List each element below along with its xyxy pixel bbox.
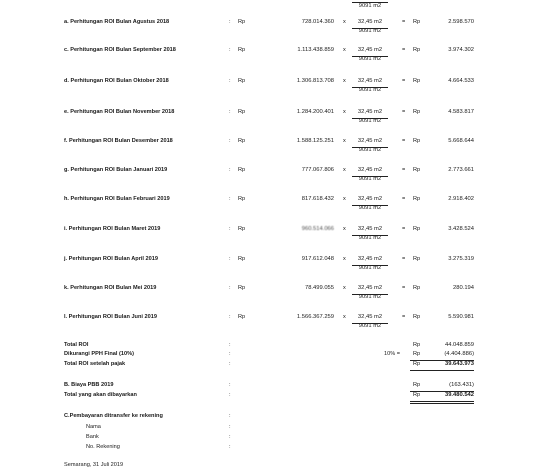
transfer-colon: : (229, 444, 231, 450)
row-label: e. Perhitungan ROI Bulan November 2018 (64, 109, 175, 115)
pbb-rp: Rp (413, 382, 421, 388)
row-amount: 1.284.200.401 (296, 109, 334, 115)
pph-percent: 10% = (384, 351, 401, 357)
row-times: x (343, 47, 346, 53)
row-area-denominator: 9091 m2 (358, 265, 382, 271)
transfer-colon: : (229, 413, 231, 419)
row-rp-result: Rp (413, 314, 421, 320)
row-times: x (343, 285, 346, 291)
row-label: f. Perhitungan ROI Bulan Desember 2018 (64, 138, 173, 144)
row-times: x (343, 226, 346, 232)
after-tax-underline (410, 370, 474, 371)
transfer-colon: : (229, 424, 231, 430)
row-colon: : (229, 78, 231, 84)
row-area-numerator: 32,45 m2 (357, 196, 383, 202)
row-rp-result: Rp (413, 285, 421, 291)
row-amount: 1.306.813.708 (296, 78, 334, 84)
transfer-colon: : (229, 434, 231, 440)
row-amount: 777.067.806 (301, 167, 334, 173)
top-fraction-denominator: 9091 m2 (358, 3, 382, 9)
pbb-value: (163.431) (449, 382, 474, 388)
row-area-denominator: 9091 m2 (358, 147, 382, 153)
row-amount: 1.588.125.251 (296, 138, 334, 144)
row-area-denominator: 9091 m2 (358, 56, 382, 62)
row-rp: Rp (238, 256, 246, 262)
row-colon: : (229, 47, 231, 53)
total-roi-rp: Rp (413, 342, 421, 348)
pbb-label: B. Biaya PBB 2019 (64, 382, 114, 388)
payable-underline-2 (410, 403, 474, 404)
row-fraction-line (352, 28, 388, 29)
row-amount: 728.014.360 (301, 19, 334, 25)
row-area-numerator: 32,45 m2 (357, 314, 383, 320)
row-fraction-line (352, 147, 388, 148)
row-area-numerator: 32,45 m2 (357, 78, 383, 84)
row-fraction-line (352, 56, 388, 57)
row-times: x (343, 196, 346, 202)
row-result: 4.664.533 (448, 78, 474, 84)
summary-colon: : (229, 342, 231, 348)
row-area-denominator: 9091 m2 (358, 28, 382, 34)
row-colon: : (229, 138, 231, 144)
row-times: x (343, 19, 346, 25)
row-rp-result: Rp (413, 167, 421, 173)
row-result: 4.583.817 (448, 109, 474, 115)
row-rp: Rp (238, 167, 246, 173)
row-area-denominator: 9091 m2 (358, 323, 382, 329)
pph-label: Dikurangi PPH Final (10%) (64, 351, 134, 357)
account-label: No. Rekening (86, 444, 120, 450)
total-roi-value: 44.048.859 (444, 342, 474, 348)
row-colon: : (229, 285, 231, 291)
row-area-denominator: 9091 m2 (358, 87, 382, 93)
row-rp-result: Rp (413, 109, 421, 115)
row-amount: 817.618.432 (301, 196, 334, 202)
summary-colon: : (229, 382, 231, 388)
row-fraction-line (352, 118, 388, 119)
row-equals: = (402, 138, 406, 144)
row-amount: 1.566.367.259 (296, 314, 334, 320)
row-area-numerator: 32,45 m2 (357, 256, 383, 262)
row-rp: Rp (238, 47, 246, 53)
row-fraction-line (352, 323, 388, 324)
row-area-denominator: 9091 m2 (358, 294, 382, 300)
row-rp-result: Rp (413, 138, 421, 144)
row-colon: : (229, 314, 231, 320)
row-amount: 917.612.048 (301, 256, 334, 262)
row-equals: = (402, 314, 406, 320)
row-area-denominator: 9091 m2 (358, 205, 382, 211)
row-rp: Rp (238, 226, 246, 232)
summary-colon: : (229, 392, 231, 398)
row-rp-result: Rp (413, 196, 421, 202)
row-area-numerator: 32,45 m2 (357, 109, 383, 115)
row-times: x (343, 109, 346, 115)
row-result: 280.194 (453, 285, 474, 291)
row-result: 2.598.570 (448, 19, 474, 25)
row-fraction-line (352, 265, 388, 266)
row-area-numerator: 32,45 m2 (357, 19, 383, 25)
row-equals: = (402, 256, 406, 262)
row-times: x (343, 256, 346, 262)
row-fraction-line (352, 205, 388, 206)
row-times: x (343, 78, 346, 84)
row-fraction-line (352, 235, 388, 236)
payable-rp: Rp (413, 392, 421, 398)
row-equals: = (402, 226, 406, 232)
row-result: 2.918.402 (448, 196, 474, 202)
row-fraction-line (352, 87, 388, 88)
summary-colon: : (229, 361, 231, 367)
row-rp: Rp (238, 314, 246, 320)
payable-underline-1 (410, 401, 474, 402)
row-result: 5.668.644 (448, 138, 474, 144)
row-rp: Rp (238, 285, 246, 291)
row-label: i. Perhitungan ROI Bulan Maret 2019 (64, 226, 161, 232)
row-amount: 1.113.438.859 (297, 47, 334, 53)
row-rp: Rp (238, 138, 246, 144)
after-tax-label: Total ROI setelah pajak (64, 361, 126, 367)
row-equals: = (402, 285, 406, 291)
row-area-numerator: 32,45 m2 (357, 167, 383, 173)
row-rp-result: Rp (413, 256, 421, 262)
row-label: c. Perhitungan ROI Bulan September 2018 (64, 47, 176, 53)
payable-label: Total yang akan dibayarkan (64, 392, 137, 398)
transfer-heading: C.Pembayaran ditransfer ke rekening (64, 413, 163, 419)
row-label: d. Perhitungan ROI Bulan Oktober 2018 (64, 78, 169, 84)
row-amount: 78.499.055 (304, 285, 334, 291)
place-date: Semarang, 31 Juli 2019 (64, 462, 124, 468)
row-area-numerator: 32,45 m2 (357, 285, 383, 291)
row-colon: : (229, 109, 231, 115)
row-times: x (343, 314, 346, 320)
payable-value: 39.480.542 (444, 392, 474, 398)
row-label: a. Perhitungan ROI Bulan Agustus 2018 (64, 19, 170, 25)
row-area-numerator: 32,45 m2 (357, 138, 383, 144)
pph-rp: Rp (413, 351, 421, 357)
row-label: j. Perhitungan ROI Bulan April 2019 (64, 256, 158, 262)
row-area-denominator: 9091 m2 (358, 118, 382, 124)
pph-value: (4.404.886) (444, 351, 474, 357)
row-rp-result: Rp (413, 78, 421, 84)
after-tax-rp: Rp (413, 361, 421, 367)
row-equals: = (402, 196, 406, 202)
row-colon: : (229, 196, 231, 202)
row-colon: : (229, 19, 231, 25)
row-equals: = (402, 78, 406, 84)
row-colon: : (229, 226, 231, 232)
row-area-numerator: 32,45 m2 (357, 226, 383, 232)
bank-label: Bank (86, 434, 99, 440)
row-rp: Rp (238, 78, 246, 84)
row-result: 3.428.524 (448, 226, 474, 232)
row-rp-result: Rp (413, 226, 421, 232)
row-colon: : (229, 167, 231, 173)
row-times: x (343, 167, 346, 173)
row-label: l. Perhitungan ROI Bulan Juni 2019 (64, 314, 157, 320)
row-result: 3.275.319 (448, 256, 474, 262)
row-times: x (343, 138, 346, 144)
row-area-denominator: 9091 m2 (358, 235, 382, 241)
row-rp: Rp (238, 109, 246, 115)
row-rp-result: Rp (413, 19, 421, 25)
row-result: 3.974.302 (448, 47, 474, 53)
total-roi-label: Total ROI (64, 342, 89, 348)
after-tax-value: 39.643.973 (444, 361, 474, 367)
row-colon: : (229, 256, 231, 262)
row-fraction-line (352, 294, 388, 295)
row-label: k. Perhitungan ROI Bulan Mei 2019 (64, 285, 157, 291)
row-equals: = (402, 19, 406, 25)
row-area-denominator: 9091 m2 (358, 176, 382, 182)
row-fraction-line (352, 176, 388, 177)
row-result: 2.773.661 (448, 167, 474, 173)
row-rp-result: Rp (413, 47, 421, 53)
row-label: h. Perhitungan ROI Bulan Februari 2019 (64, 196, 170, 202)
row-amount: 960.514.066 (301, 226, 334, 232)
row-label: g. Perhitungan ROI Bulan Januari 2019 (64, 167, 168, 173)
row-equals: = (402, 47, 406, 53)
row-result: 5.590.981 (448, 314, 474, 320)
summary-colon: : (229, 351, 231, 357)
row-equals: = (402, 109, 406, 115)
name-label: Nama (86, 424, 101, 430)
row-equals: = (402, 167, 406, 173)
row-rp: Rp (238, 196, 246, 202)
row-area-numerator: 32,45 m2 (357, 47, 383, 53)
row-rp: Rp (238, 19, 246, 25)
